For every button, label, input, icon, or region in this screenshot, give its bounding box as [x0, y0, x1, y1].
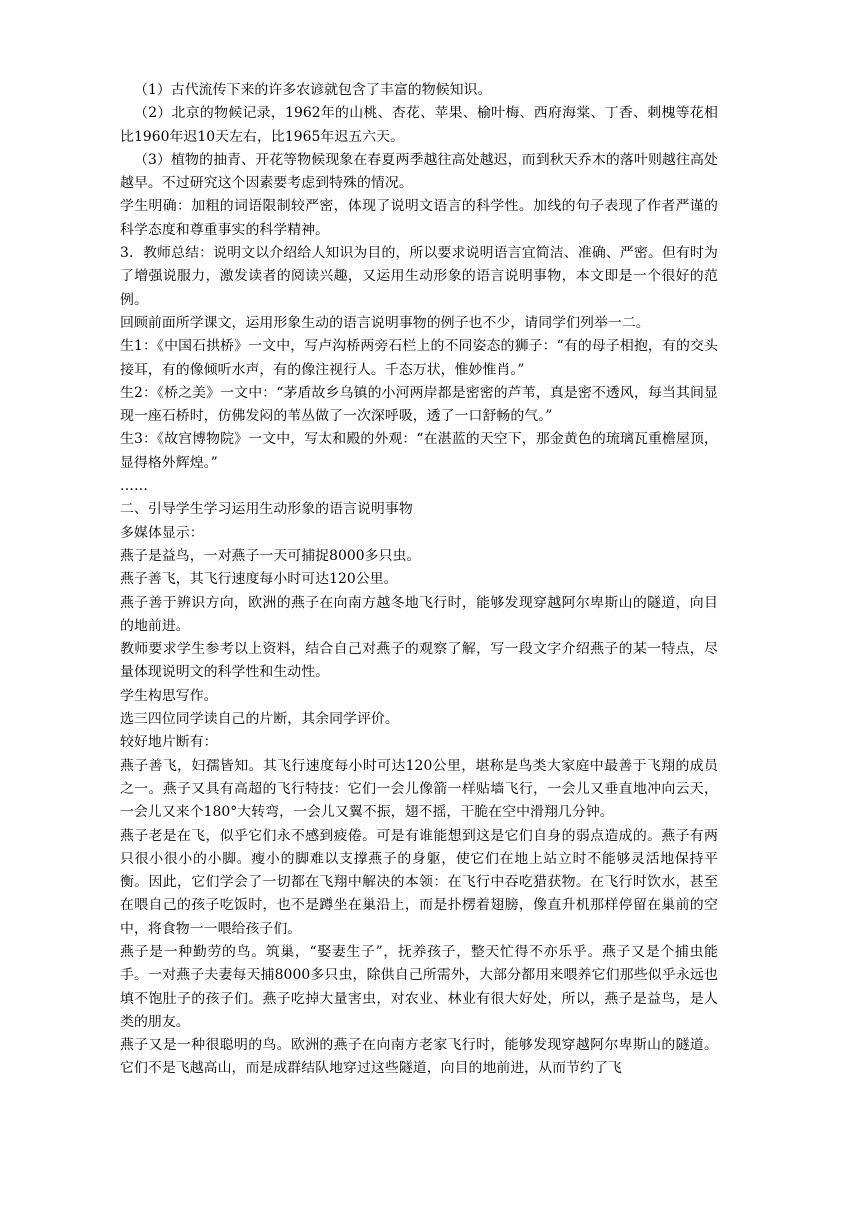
paragraph-student-2: 生2：《桥之美》一文中：“茅盾故乡乌镇的小河两岸都是密密的芦苇，真是密不透风，每当其间显现一座石桥时，仿佛发闷的苇丛做了一次深呼吸，透了一口舒畅的气。” — [120, 384, 718, 425]
paragraph-excerpt-diligent: 燕子是一种勤劳的鸟。筑巢，“娶妻生子”，抚养孩子，整天忙得不亦乐乎。燕子又是个捕虫能手。一对燕子夫妻每天捕8000多只虫，除供自己所需外，大部分都用来喂养它们那些似乎永远也填不饱肚子的孩子们。燕子吃掉大量害虫，对农业、林业有很大好处，所以，燕子是益鸟，是人类的朋友。 — [120, 943, 718, 1030]
paragraph-reading-evaluation: 选三四位同学读自己的片断，其余同学评价。 — [120, 711, 399, 728]
paragraph-teacher-summary: 3．教师总结：说明文以介绍给人知识为目的，所以要求说明语言宜简洁、准确、严密。但有时为了增强说服力，激发读者的阅读兴趣，又运用生动形象的语言说明事物，本文即是一个很好的范例。 — [120, 245, 718, 308]
paragraph-example-2: （2）北京的物候记录，1962年的山桃、杏花、苹果、榆叶梅、西府海棠、丁香、刺槐等花相比1960年迟10天左右，比1965年迟五六天。 — [120, 105, 718, 145]
paragraph-example-3: （3）植物的抽青、开花等物候现象在春夏两季越往高处越迟，而到秋天乔木的落叶则越往高处越早。不过研究这个因素要考虑到特殊的情况。 — [120, 151, 718, 192]
paragraph-excerpt-flying: 燕子善飞，妇孺皆知。其飞行速度每小时可达120公里，堪称是鸟类大家庭中最善于飞翔的成员之一。燕子又具有高超的飞行特技：它们一会儿像箭一样贴墙飞行，一会儿又垂直地冲向云天，一会儿又来个180°大转弯，一会儿又翼不振，翅不摇，干脆在空中滑翔几分钟。 — [120, 757, 718, 821]
section-heading-2: 二、引导学生学习运用生动形象的语言说明事物 — [120, 501, 413, 518]
paragraph-excerpt-clever: 燕子又是一种很聪明的鸟。欧洲的燕子在向南方老家飞行时，能够发现穿越阿尔卑斯山的隧道。它们不是飞越高山，而是成群结队地穿过这些隧道，向目的地前进，从而节约了飞 — [120, 1037, 718, 1077]
paragraph-student-writing: 学生构思写作。 — [120, 687, 218, 704]
paragraph-student-3: 生3：《故宫博物院》一文中，写太和殿的外观：“在湛蓝的天空下，那金黄色的琉璃瓦重檐屋顶，显得格外辉煌。” — [120, 431, 718, 471]
paragraph-multimedia-label: 多媒体显示： — [120, 524, 204, 541]
paragraph-ellipsis: …… — [120, 478, 148, 495]
paragraph-student-1: 生1：《中国石拱桥》一文中，写卢沟桥两旁石栏上的不同姿态的狮子：“有的母子相抱，有的交头接耳，有的像倾听水声，有的像注视行人。千态万状，惟妙惟肖。” — [120, 338, 718, 378]
paragraph-swallow-fact-2: 燕子善飞，其飞行速度每小时可达120公里。 — [120, 571, 398, 588]
paragraph-swallow-fact-1: 燕子是益鸟，一对燕子一天可捕捉8000多只虫。 — [120, 547, 421, 564]
paragraph-review-prompt: 回顾前面所学课文，运用形象生动的语言说明事物的例子也不少，请同学们列举一二。 — [120, 314, 650, 331]
document-body — [120, 79, 718, 1081]
paragraph-good-excerpts-label: 较好地片断有： — [120, 734, 218, 751]
paragraph-example-1: （1）古代流传下来的许多农谚就包含了丰富的物候知识。 — [134, 82, 492, 98]
paragraph-teacher-task: 教师要求学生参考以上资料，结合自己对燕子的观察了解，写一段文字介绍燕子的某一特点，尽量体现说明文的科学性和生动性。 — [120, 641, 718, 681]
paragraph-excerpt-always-flying: 燕子老是在飞，似乎它们永不感到疲倦。可是有谁能想到这是它们自身的弱点造成的。燕子有两只很小很小的小脚。瘦小的脚难以支撑燕子的身躯，使它们在地上站立时不能够灵活地保持平衡。因此，它们学会了一切都在飞翔中解决的本领：在飞行中吞吃猎获物。在飞行时饮水，甚至在喂自己的孩子吃饭时，也不是蹲坐在巢沿上，而是扑楞着翅膀，像直升机那样停留在巢前的空中，将食物一一喂给孩子们。 — [120, 827, 718, 937]
paragraph-student-clarify: 学生明确：加粗的词语限制较严密，体现了说明文语言的科学性。加线的句子表现了作者严谨的科学态度和尊重事实的科学精神。 — [120, 198, 718, 238]
paragraph-swallow-fact-3: 燕子善于辨识方向，欧洲的燕子在向南方越冬地飞行时，能够发现穿越阿尔卑斯山的隧道，向目的地前进。 — [120, 594, 718, 634]
